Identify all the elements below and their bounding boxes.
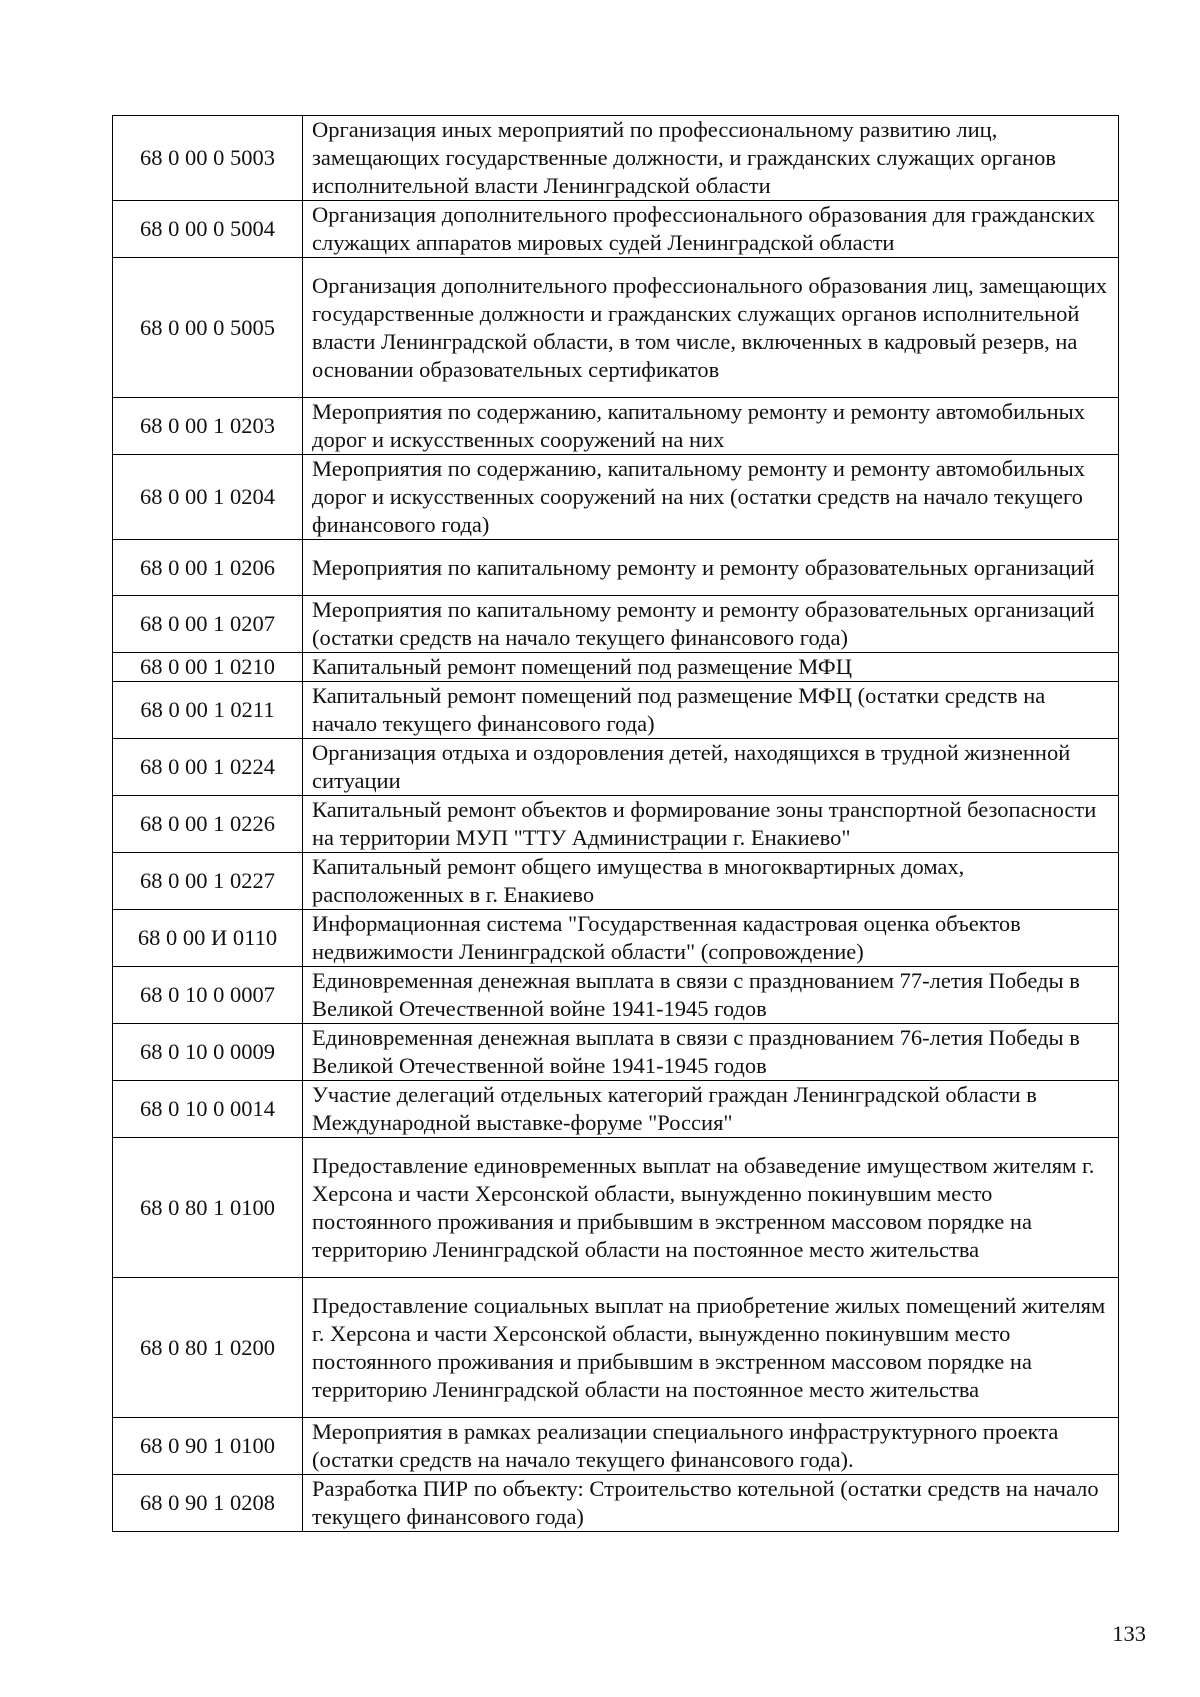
row-description: Единовременная денежная выплата в связи с празднованием 76-летия Победы в Великой Отечественной войне 1941-1945 годов: [303, 1024, 1119, 1081]
table-row: [113, 853, 1119, 910]
row-description: Мероприятия по капитальному ремонту и ремонту образовательных организаций (остатки средств на начало текущего финансового года): [303, 596, 1119, 653]
row-description: Предоставление социальных выплат на приобретение жилых помещений жителям г. Херсона и части Херсонской области, вынужденно покинувшим место постоянного проживания и прибывшим в экстренном массовом порядке на территорию Ленинградской области на постоянное место жительства: [303, 1278, 1119, 1418]
row-description: Организация дополнительного профессионального образования для гражданских служащих аппаратов мировых судей Ленинградской области: [303, 201, 1119, 258]
row-code: 68 0 00 1 0207: [113, 596, 303, 653]
table-row: [113, 1024, 1119, 1081]
row-description: Капитальный ремонт общего имущества в многоквартирных домах, расположенных в г. Енакиево: [303, 853, 1119, 910]
row-description: Единовременная денежная выплата в связи с празднованием 77-летия Победы в Великой Отечественной войне 1941-1945 годов: [303, 967, 1119, 1024]
table-row: [113, 1138, 1119, 1278]
row-code: 68 0 10 0 0009: [113, 1024, 303, 1081]
row-code: 68 0 00 1 0224: [113, 739, 303, 796]
row-code: 68 0 90 1 0208: [113, 1475, 303, 1532]
row-code: 68 0 00 1 0211: [113, 682, 303, 739]
table-row: [113, 540, 1119, 596]
table-row: [113, 201, 1119, 258]
row-code: 68 0 10 0 0014: [113, 1081, 303, 1138]
row-code: 68 0 00 0 5003: [113, 116, 303, 201]
row-description: Информационная система "Государственная кадастровая оценка объектов недвижимости Ленинградской области" (сопровождение): [303, 910, 1119, 967]
table-row: [113, 1475, 1119, 1532]
table-row: [113, 398, 1119, 455]
table-row: [113, 1418, 1119, 1475]
row-code: 68 0 00 1 0206: [113, 540, 303, 596]
row-code: 68 0 00 1 0210: [113, 653, 303, 682]
row-description: Капитальный ремонт помещений под размещение МФЦ (остатки средств на начало текущего финансового года): [303, 682, 1119, 739]
row-description: Участие делегаций отдельных категорий граждан Ленинградской области в Международной выставке-форуме "Россия": [303, 1081, 1119, 1138]
row-description: Мероприятия по содержанию, капитальному ремонту и ремонту автомобильных дорог и искусственных сооружений на них (остатки средств на начало текущего финансового года): [303, 455, 1119, 540]
row-description: Организация отдыха и оздоровления детей, находящихся в трудной жизненной ситуации: [303, 739, 1119, 796]
table-row: [113, 653, 1119, 682]
row-code: 68 0 00 И 0110: [113, 910, 303, 967]
table-row: [113, 796, 1119, 853]
row-code: 68 0 00 1 0203: [113, 398, 303, 455]
row-description: Разработка ПИР по объекту: Строительство котельной (остатки средств на начало текущего финансового года): [303, 1475, 1119, 1532]
row-code: 68 0 80 1 0200: [113, 1278, 303, 1418]
row-code: 68 0 80 1 0100: [113, 1138, 303, 1278]
table-row: [113, 739, 1119, 796]
row-code: 68 0 00 1 0204: [113, 455, 303, 540]
row-description: Мероприятия по капитальному ремонту и ремонту образовательных организаций: [303, 540, 1119, 596]
table-row: [113, 596, 1119, 653]
row-code: 68 0 00 1 0227: [113, 853, 303, 910]
row-code: 68 0 00 0 5004: [113, 201, 303, 258]
row-code: 68 0 90 1 0100: [113, 1418, 303, 1475]
table-row: [113, 258, 1119, 398]
row-description: Капитальный ремонт объектов и формирование зоны транспортной безопасности на территории МУП "ТТУ Администрации г. Енакиево": [303, 796, 1119, 853]
row-code: 68 0 00 0 5005: [113, 258, 303, 398]
table-row: [113, 910, 1119, 967]
table-row: [113, 682, 1119, 739]
table-row: [113, 455, 1119, 540]
table-row: [113, 967, 1119, 1024]
row-description: Предоставление единовременных выплат на обзаведение имуществом жителям г. Херсона и части Херсонской области, вынужденно покинувшим место постоянного проживания и прибывшим в экстренном массовом порядке на территорию Ленинградской области на постоянное место жительства: [303, 1138, 1119, 1278]
page-number: 133: [1112, 1621, 1146, 1646]
row-description: Организация иных мероприятий по профессиональному развитию лиц, замещающих государственные должности, и гражданских служащих органов исполнительной власти Ленинградской области: [303, 116, 1119, 201]
row-description: Организация дополнительного профессионального образования лиц, замещающих государственные должности и гражданских служащих органов исполнительной власти Ленинградской области, в том числе, включенных в кадровый резерв, на основании образовательных сертификатов: [303, 258, 1119, 398]
row-code: 68 0 00 1 0226: [113, 796, 303, 853]
row-description: Мероприятия в рамках реализации специального инфраструктурного проекта (остатки средств на начало текущего финансового года).: [303, 1418, 1119, 1475]
row-description: Мероприятия по содержанию, капитальному ремонту и ремонту автомобильных дорог и искусственных сооружений на них: [303, 398, 1119, 455]
row-code: 68 0 10 0 0007: [113, 967, 303, 1024]
budget-codes-table: [112, 115, 1119, 1532]
table-row: [113, 1081, 1119, 1138]
table-row: [113, 116, 1119, 201]
table-row: [113, 1278, 1119, 1418]
row-description: Капитальный ремонт помещений под размещение МФЦ: [303, 653, 1119, 682]
